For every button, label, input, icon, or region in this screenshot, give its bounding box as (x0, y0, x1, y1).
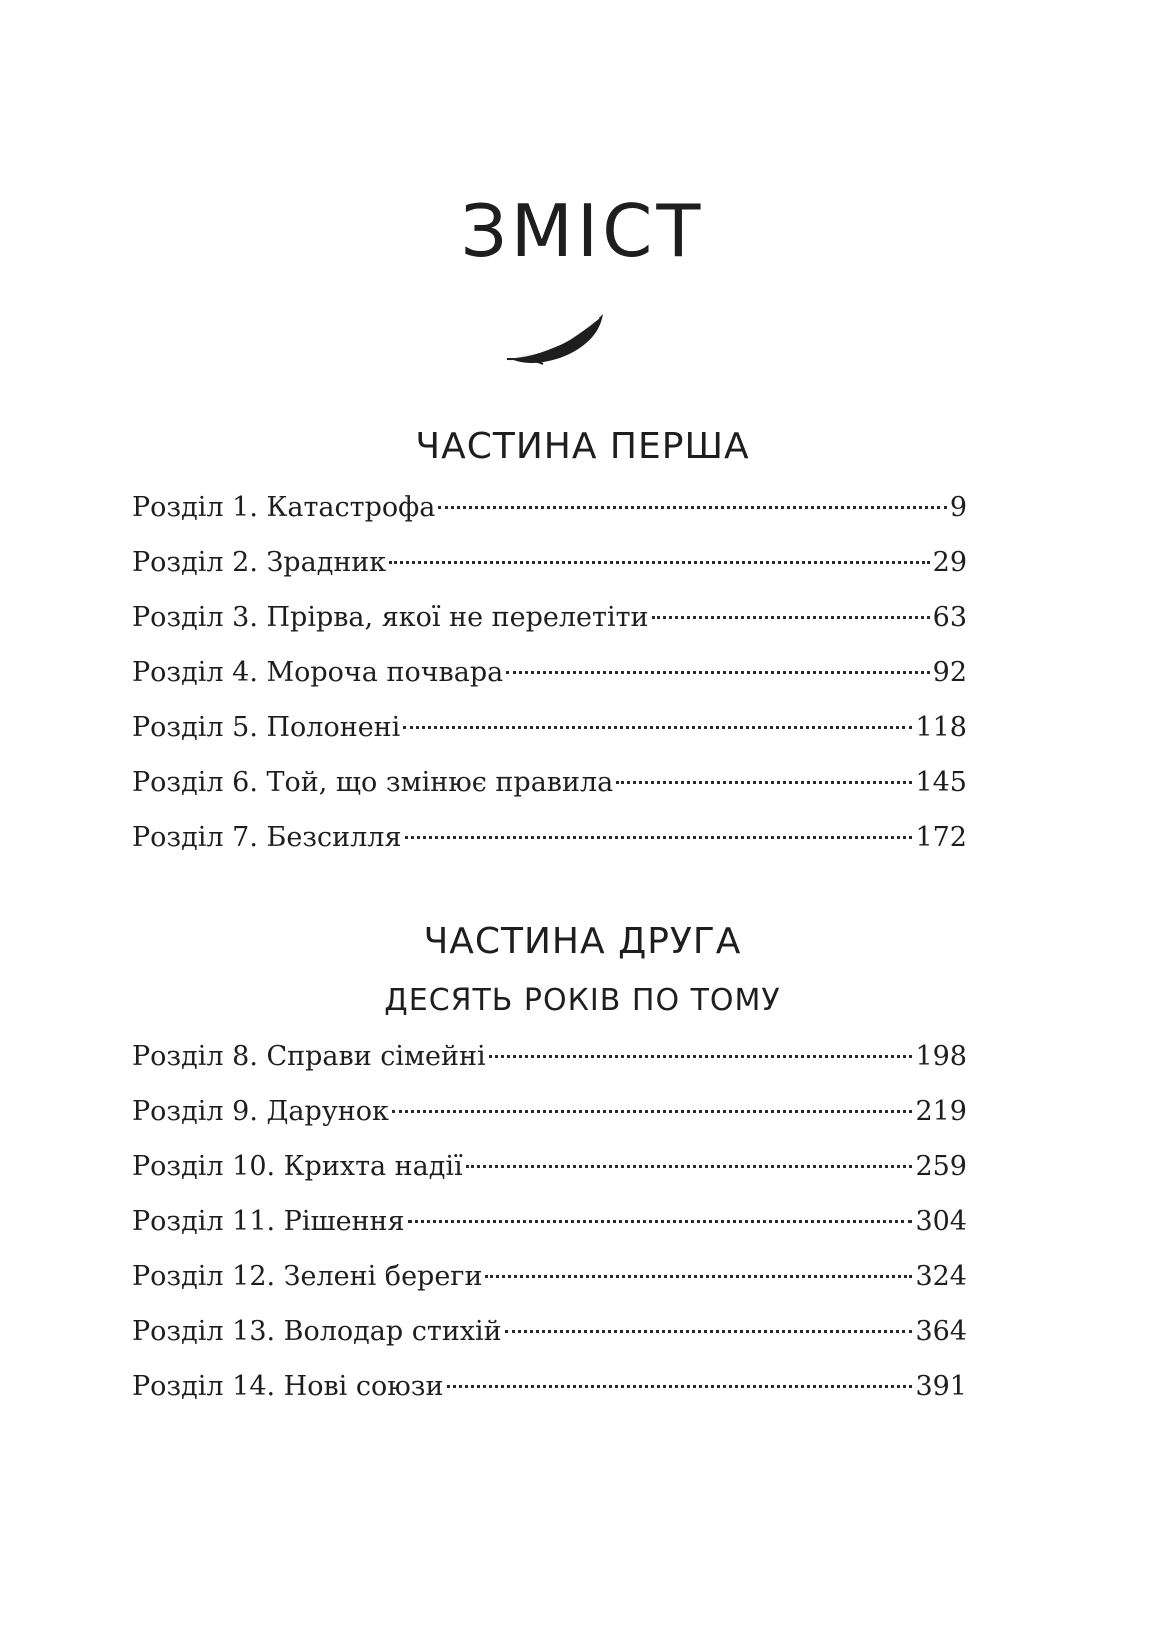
page-number: 118 (915, 712, 967, 743)
dot-leader (489, 1055, 913, 1058)
toc-entry (132, 1257, 967, 1312)
dot-leader (389, 561, 929, 564)
chapter-title: Розділ 1. Катастрофа (132, 492, 436, 523)
toc-entry (132, 1092, 967, 1147)
chapter-title: Розділ 7. Безсилля (132, 822, 402, 853)
toc-entry (132, 598, 967, 653)
dot-leader (405, 836, 913, 839)
chapter-title: Розділ 11. Рішення (132, 1206, 405, 1237)
dot-leader (505, 1330, 913, 1333)
page-number: 63 (932, 602, 967, 633)
chapter-title: Розділ 12. Зелені береги (132, 1261, 483, 1292)
part-two-heading: ЧАСТИНА ДРУГА (423, 921, 742, 962)
toc-entry (132, 1147, 967, 1202)
page-number: 172 (915, 822, 967, 853)
dot-leader (616, 781, 912, 784)
page-number: 364 (915, 1316, 967, 1347)
toc-entry (132, 1037, 967, 1092)
dot-leader (485, 1275, 912, 1278)
feather-icon (503, 312, 613, 372)
chapter-title: Розділ 10. Крихта надії (132, 1151, 463, 1182)
toc-entry (132, 763, 967, 818)
page-number: 198 (915, 1041, 967, 1072)
toc-list-part-two (132, 1037, 967, 1422)
chapter-title: Розділ 9. Дарунок (132, 1096, 389, 1127)
toc-entry (132, 543, 967, 598)
page-title: ЗМІСТ (460, 189, 705, 273)
dot-leader (506, 671, 929, 674)
chapter-title: Розділ 6. Той, що змінює правила (132, 767, 614, 798)
chapter-title: Розділ 4. Мороча почвара (132, 657, 504, 688)
page-number: 145 (915, 767, 967, 798)
dot-leader (408, 1220, 913, 1223)
page-number: 391 (915, 1371, 967, 1402)
chapter-title: Розділ 8. Справи сімейні (132, 1041, 486, 1072)
chapter-title: Розділ 3. Прірва, якої не перелетіти (132, 602, 649, 633)
page-number: 9 (949, 492, 967, 523)
chapter-title: Розділ 13. Володар стихій (132, 1316, 502, 1347)
part-two-subheading: ДЕСЯТЬ РОКІВ ПО ТОМУ (384, 983, 781, 1018)
dot-leader (403, 726, 912, 729)
dot-leader (652, 616, 930, 619)
toc-entry (132, 1367, 967, 1422)
toc-entry (132, 488, 967, 543)
toc-list-part-one (132, 488, 967, 873)
page-number: 324 (915, 1261, 967, 1292)
toc-entry (132, 1312, 967, 1367)
toc-entry (132, 708, 967, 763)
toc-entry (132, 1202, 967, 1257)
dot-leader (392, 1110, 913, 1113)
dot-leader (438, 506, 946, 509)
toc-entry (132, 653, 967, 708)
page-number: 304 (915, 1206, 967, 1237)
page-number: 259 (915, 1151, 967, 1182)
chapter-title: Розділ 5. Полонені (132, 712, 401, 743)
chapter-title: Розділ 14. Нові союзи (132, 1371, 444, 1402)
dot-leader (466, 1165, 913, 1168)
dot-leader (447, 1385, 913, 1388)
part-one-heading: ЧАСТИНА ПЕРША (415, 426, 750, 467)
page-number: 29 (932, 547, 967, 578)
page-number: 219 (915, 1096, 967, 1127)
page-number: 92 (932, 657, 967, 688)
chapter-title: Розділ 2. Зрадник (132, 547, 387, 578)
toc-entry (132, 818, 967, 873)
